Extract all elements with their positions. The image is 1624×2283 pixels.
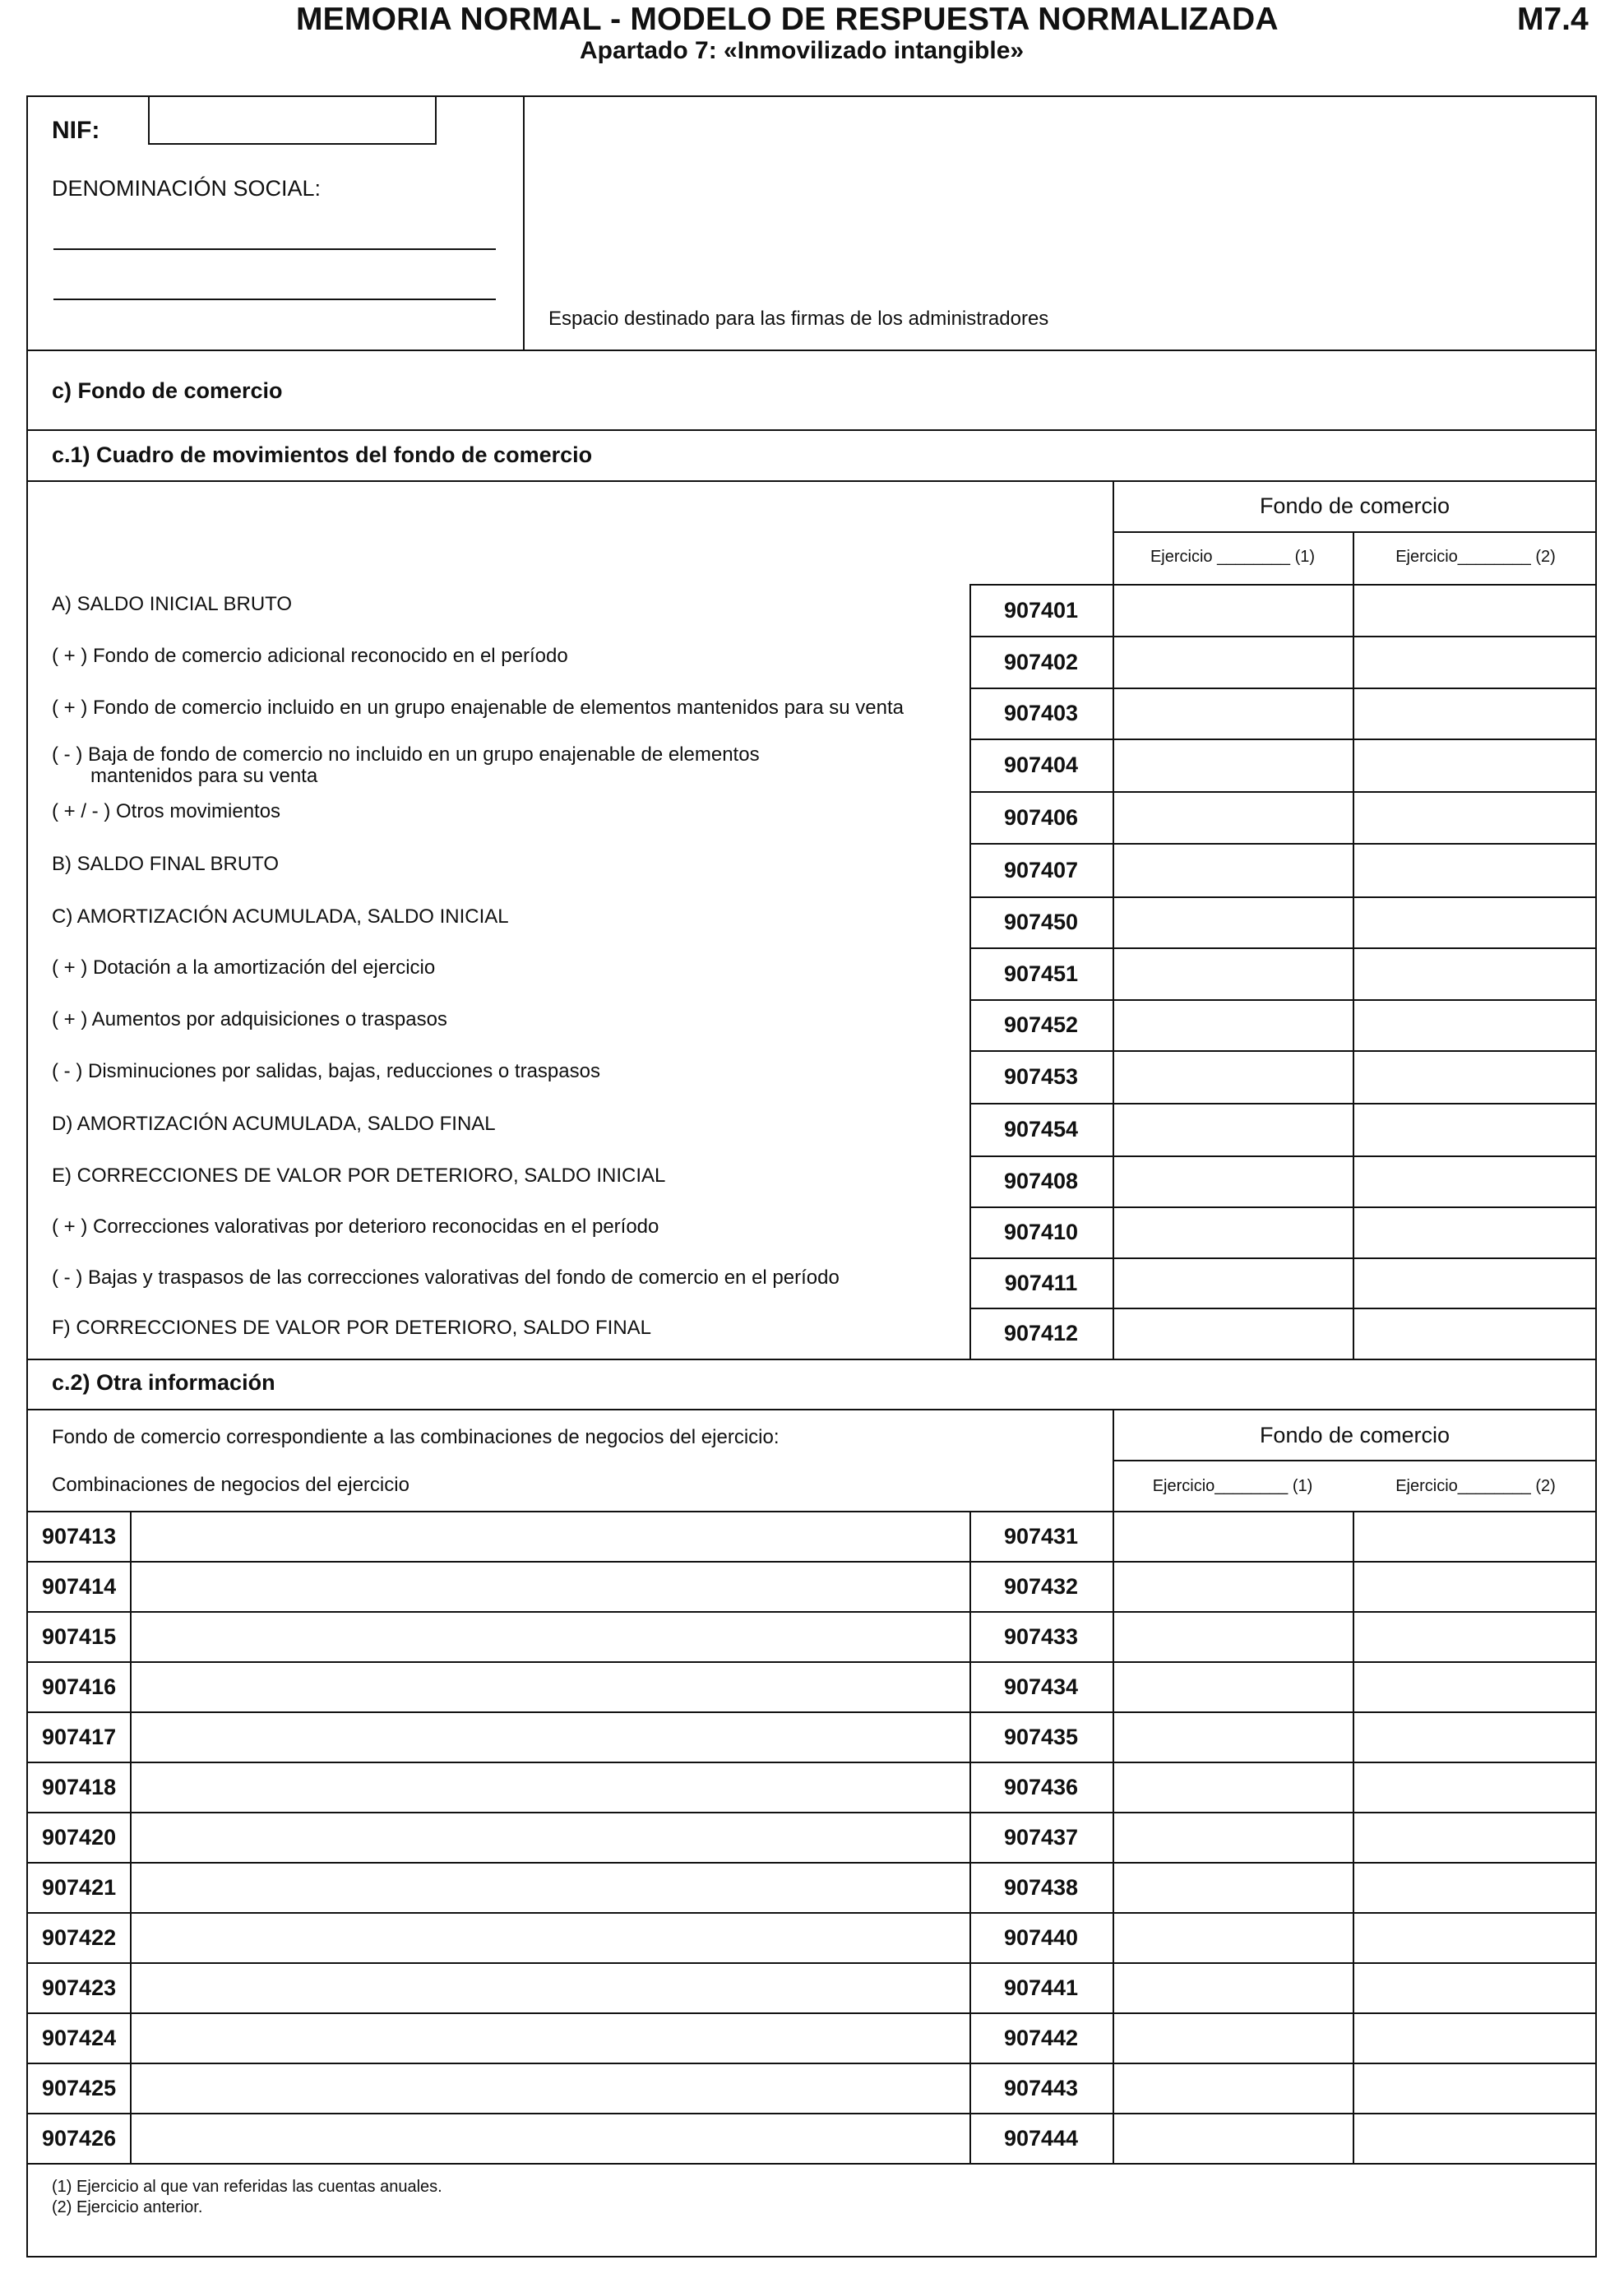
c2-input-year2[interactable] [1354,1563,1597,1611]
footnote-1: (1) Ejercicio al que van referidas las cuentas anuales. [52,2178,442,2196]
rule [1113,531,1597,533]
identity-divider [523,95,525,350]
rule [26,350,1597,351]
c2-input-year2[interactable] [1354,1964,1597,2012]
rule [969,584,1597,586]
c2-row-value-code: 907434 [1003,1674,1079,1699]
rule [26,480,1597,482]
c1-input-year1[interactable] [1114,740,1353,791]
c2-input-year1[interactable] [1114,1512,1353,1561]
company-name-label: DENOMINACIÓN SOCIAL: [52,176,322,201]
c1-row-code: 907406 [1003,805,1079,830]
c2-row-code: 907418 [42,1775,117,1799]
c2-row-code: 907425 [42,2076,117,2100]
c2-input-year1[interactable] [1114,1763,1353,1812]
c2-input-year1[interactable] [1114,2014,1353,2063]
c1-input-year1[interactable] [1114,1309,1353,1359]
nif-input-box[interactable] [148,95,437,145]
c1-input-year2[interactable] [1354,1309,1597,1359]
rule [969,1050,1597,1052]
c2-row-value-code: 907436 [1003,1775,1079,1799]
rule [26,1359,1597,1360]
c2-input-year2[interactable] [1354,1763,1597,1812]
c1-row-label: ( - ) Bajas y traspasos de las correcciones valorativas del fondo de comercio en el período [52,1267,840,1289]
c1-row-label: F) CORRECCIONES DE VALOR POR DETERIORO, SALDO FINAL [52,1317,651,1339]
rule [969,1308,1597,1309]
c1-row-code: 907454 [1003,1117,1079,1142]
c1-input-year2[interactable] [1354,1104,1597,1155]
c1-input-year2[interactable] [1354,1001,1597,1050]
c1-input-year1[interactable] [1114,1104,1353,1155]
c2-input-year1[interactable] [1114,1813,1353,1862]
c2-input-year1[interactable] [1114,2114,1353,2163]
c2-row-code: 907416 [42,1674,117,1699]
c1-input-year2[interactable] [1354,793,1597,843]
c1-row-code: 907407 [1003,858,1079,882]
c2-row-code: 907415 [42,1624,117,1649]
c2-business-combination-input[interactable] [132,1563,969,1611]
rule [1113,1460,1597,1461]
c1-row-code: 907450 [1003,910,1079,934]
rule [969,1103,1597,1104]
c2-business-combination-input[interactable] [132,1512,969,1561]
c2-input-year1[interactable] [1114,1713,1353,1762]
c1-row-code: 907451 [1003,961,1079,986]
rule [26,2163,1597,2165]
rule [969,1155,1597,1157]
c2-row-value-code: 907443 [1003,2076,1079,2100]
c2-input-year1[interactable] [1114,1613,1353,1661]
c2-col1-label: Ejercicio________ (1) [1152,1477,1313,1495]
c2-row-value-code: 907435 [1003,1725,1079,1749]
c1-input-year2[interactable] [1354,740,1597,791]
c1-row-label: ( + ) Fondo de comercio adicional reconocido en el período [52,645,568,667]
c1-row-label: C) AMORTIZACIÓN ACUMULADA, SALDO INICIAL [52,905,509,928]
c1-input-year2[interactable] [1354,898,1597,947]
c1-row-label: D) AMORTIZACIÓN ACUMULADA, SALDO FINAL [52,1113,496,1135]
c2-intro-text: Fondo de comercio correspondiente a las combinaciones de negocios del ejercicio: [52,1426,780,1448]
c1-row-label: ( + ) Aumentos por adquisiciones o traspasos [52,1008,447,1030]
c2-business-combination-input[interactable] [132,1914,969,1962]
form-code: M7.4 [1517,2,1589,37]
c2-business-combination-input[interactable] [132,2114,969,2163]
c2-input-year2[interactable] [1354,1864,1597,1912]
c2-row-value-code: 907438 [1003,1875,1079,1900]
c1-row-code: 907411 [1004,1271,1078,1295]
c1-col2-label: Ejercicio________ (2) [1395,548,1556,566]
c2-business-combination-input[interactable] [132,2064,969,2113]
c2-business-combination-input[interactable] [132,1864,969,1912]
c2-business-combination-input[interactable] [132,1763,969,1812]
c1-row-label: ( - ) Baja de fondo de comercio no incluido en un grupo enajenable de elementos [52,743,760,766]
c2-row-code: 907417 [42,1725,117,1749]
c1-row-code: 907402 [1003,650,1079,674]
c2-row-value-code: 907437 [1003,1825,1079,1850]
rule [969,584,971,1359]
c2-row-value-code: 907441 [1003,1975,1079,2000]
c2-row-code: 907426 [42,2126,117,2151]
c2-row-code: 907420 [42,1825,117,1850]
company-name-line-1[interactable] [53,248,496,250]
c2-row-value-code: 907442 [1003,2026,1079,2050]
c2-row-code: 907414 [42,1574,117,1599]
c2-business-combination-input[interactable] [132,1813,969,1862]
c1-input-year1[interactable] [1114,1001,1353,1050]
c1-input-year2[interactable] [1354,845,1597,896]
c1-row-label: ( + ) Dotación a la amortización del ejercicio [52,956,436,979]
c2-input-year1[interactable] [1114,1864,1353,1912]
c1-input-year1[interactable] [1114,637,1353,688]
c1-col1-label: Ejercicio ________ (1) [1150,548,1316,566]
c1-row-label: ( - ) Disminuciones por salidas, bajas, reducciones o traspasos [52,1060,600,1082]
c1-row-label: A) SALDO INICIAL BRUTO [52,593,293,615]
c1-input-year1[interactable] [1114,1052,1353,1103]
c2-row-value-code: 907433 [1003,1624,1079,1649]
c1-row-label: E) CORRECCIONES DE VALOR POR DETERIORO, SALDO INICIAL [52,1165,666,1187]
c2-input-year2[interactable] [1354,1663,1597,1711]
rule [26,429,1597,431]
rule [969,739,1597,740]
section-c2-title: c.2) Otra información [52,1370,275,1395]
c1-row-code: 907412 [1003,1321,1079,1345]
c1-row-code: 907403 [1003,701,1079,725]
c2-business-combination-input[interactable] [132,1713,969,1762]
c1-input-year1[interactable] [1114,949,1353,999]
c2-input-year2[interactable] [1354,1813,1597,1862]
section-c1-title: c.1) Cuadro de movimientos del fondo de comercio [52,442,593,467]
c2-input-year2[interactable] [1354,2014,1597,2063]
c2-input-year1[interactable] [1114,2064,1353,2113]
rule [969,843,1597,845]
c1-input-year2[interactable] [1354,1157,1597,1206]
c2-business-combination-input[interactable] [132,2014,969,2063]
c2-business-combination-input[interactable] [132,1964,969,2012]
c1-row-code: 907401 [1003,598,1079,623]
c2-col2-label: Ejercicio________ (2) [1395,1477,1556,1495]
c1-row-code: 907410 [1003,1220,1079,1244]
rule [969,1257,1597,1259]
c1-input-year1[interactable] [1114,1208,1353,1257]
c1-input-year1[interactable] [1114,1259,1353,1308]
c1-row-code: 907404 [1003,753,1079,777]
c2-input-year2[interactable] [1354,1713,1597,1762]
c2-row-code: 907421 [42,1875,117,1900]
c2-business-combination-input[interactable] [132,1663,969,1711]
c2-input-year1[interactable] [1114,1663,1353,1711]
footnote-2: (2) Ejercicio anterior. [52,2198,203,2216]
c2-row-code: 907422 [42,1925,117,1950]
c2-sub-text: Combinaciones de negocios del ejercicio [52,1474,409,1496]
c1-row-label: ( + ) Fondo de comercio incluido en un grupo enajenable de elementos mantenidos para su venta [52,697,904,719]
c2-column-group-label: Fondo de comercio [1259,1423,1450,1447]
rule [969,1206,1597,1208]
c1-input-year2[interactable] [1354,637,1597,688]
c1-row-code: 907452 [1003,1012,1079,1037]
c1-input-year1[interactable] [1114,898,1353,947]
c1-input-year2[interactable] [1354,949,1597,999]
rule [969,791,1597,793]
c1-row-label: B) SALDO FINAL BRUTO [52,853,280,875]
c2-row-value-code: 907432 [1003,1574,1079,1599]
c1-input-year2[interactable] [1354,1208,1597,1257]
form-title: MEMORIA NORMAL - MODELO DE RESPUESTA NORMALIZADA [296,2,1279,37]
rule [969,688,1597,689]
c2-input-year2[interactable] [1354,1613,1597,1661]
c2-input-year2[interactable] [1354,1914,1597,1962]
c1-input-year2[interactable] [1354,1259,1597,1308]
c2-row-value-code: 907444 [1003,2126,1079,2151]
c1-row-code: 907453 [1003,1064,1079,1089]
nif-label: NIF: [52,117,100,144]
c2-input-year1[interactable] [1114,1964,1353,2012]
rule [969,947,1597,949]
c1-row-label: ( + ) Correcciones valorativas por deterioro reconocidas en el período [52,1216,659,1238]
c2-row-code: 907424 [42,2026,117,2050]
c1-row-code: 907408 [1003,1169,1079,1193]
signature-label: Espacio destinado para las firmas de los administradores [548,308,1049,330]
c2-row-value-code: 907440 [1003,1925,1079,1950]
c2-business-combination-input[interactable] [132,1613,969,1661]
company-name-line-2[interactable] [53,299,496,300]
c2-row-value-code: 907431 [1003,1524,1079,1549]
c2-input-year1[interactable] [1114,1914,1353,1962]
rule [969,896,1597,898]
c1-input-year2[interactable] [1354,586,1597,636]
c1-input-year2[interactable] [1354,689,1597,739]
c1-row-label: ( + / - ) Otros movimientos [52,800,281,822]
c1-input-year1[interactable] [1114,793,1353,843]
form-subtitle: Apartado 7: «Inmovilizado intangible» [580,37,1025,64]
c1-input-year1[interactable] [1114,689,1353,739]
c1-input-year1[interactable] [1114,845,1353,896]
rule [969,999,1597,1001]
c2-row-code: 907413 [42,1524,117,1549]
section-c-title: c) Fondo de comercio [52,378,283,403]
c1-input-year2[interactable] [1354,1052,1597,1103]
c2-input-year2[interactable] [1354,1512,1597,1561]
rule [1113,584,1114,1359]
c1-input-year1[interactable] [1114,586,1353,636]
rule [26,1409,1597,1410]
c2-input-year2[interactable] [1354,2064,1597,2113]
c2-row-code: 907423 [42,1975,117,2000]
c1-column-group-label: Fondo de comercio [1259,493,1450,518]
c2-input-year1[interactable] [1114,1563,1353,1611]
c1-input-year1[interactable] [1114,1157,1353,1206]
c1-row-label-cont: mantenidos para su venta [90,765,318,787]
rule [969,636,1597,637]
c2-input-year2[interactable] [1354,2114,1597,2163]
